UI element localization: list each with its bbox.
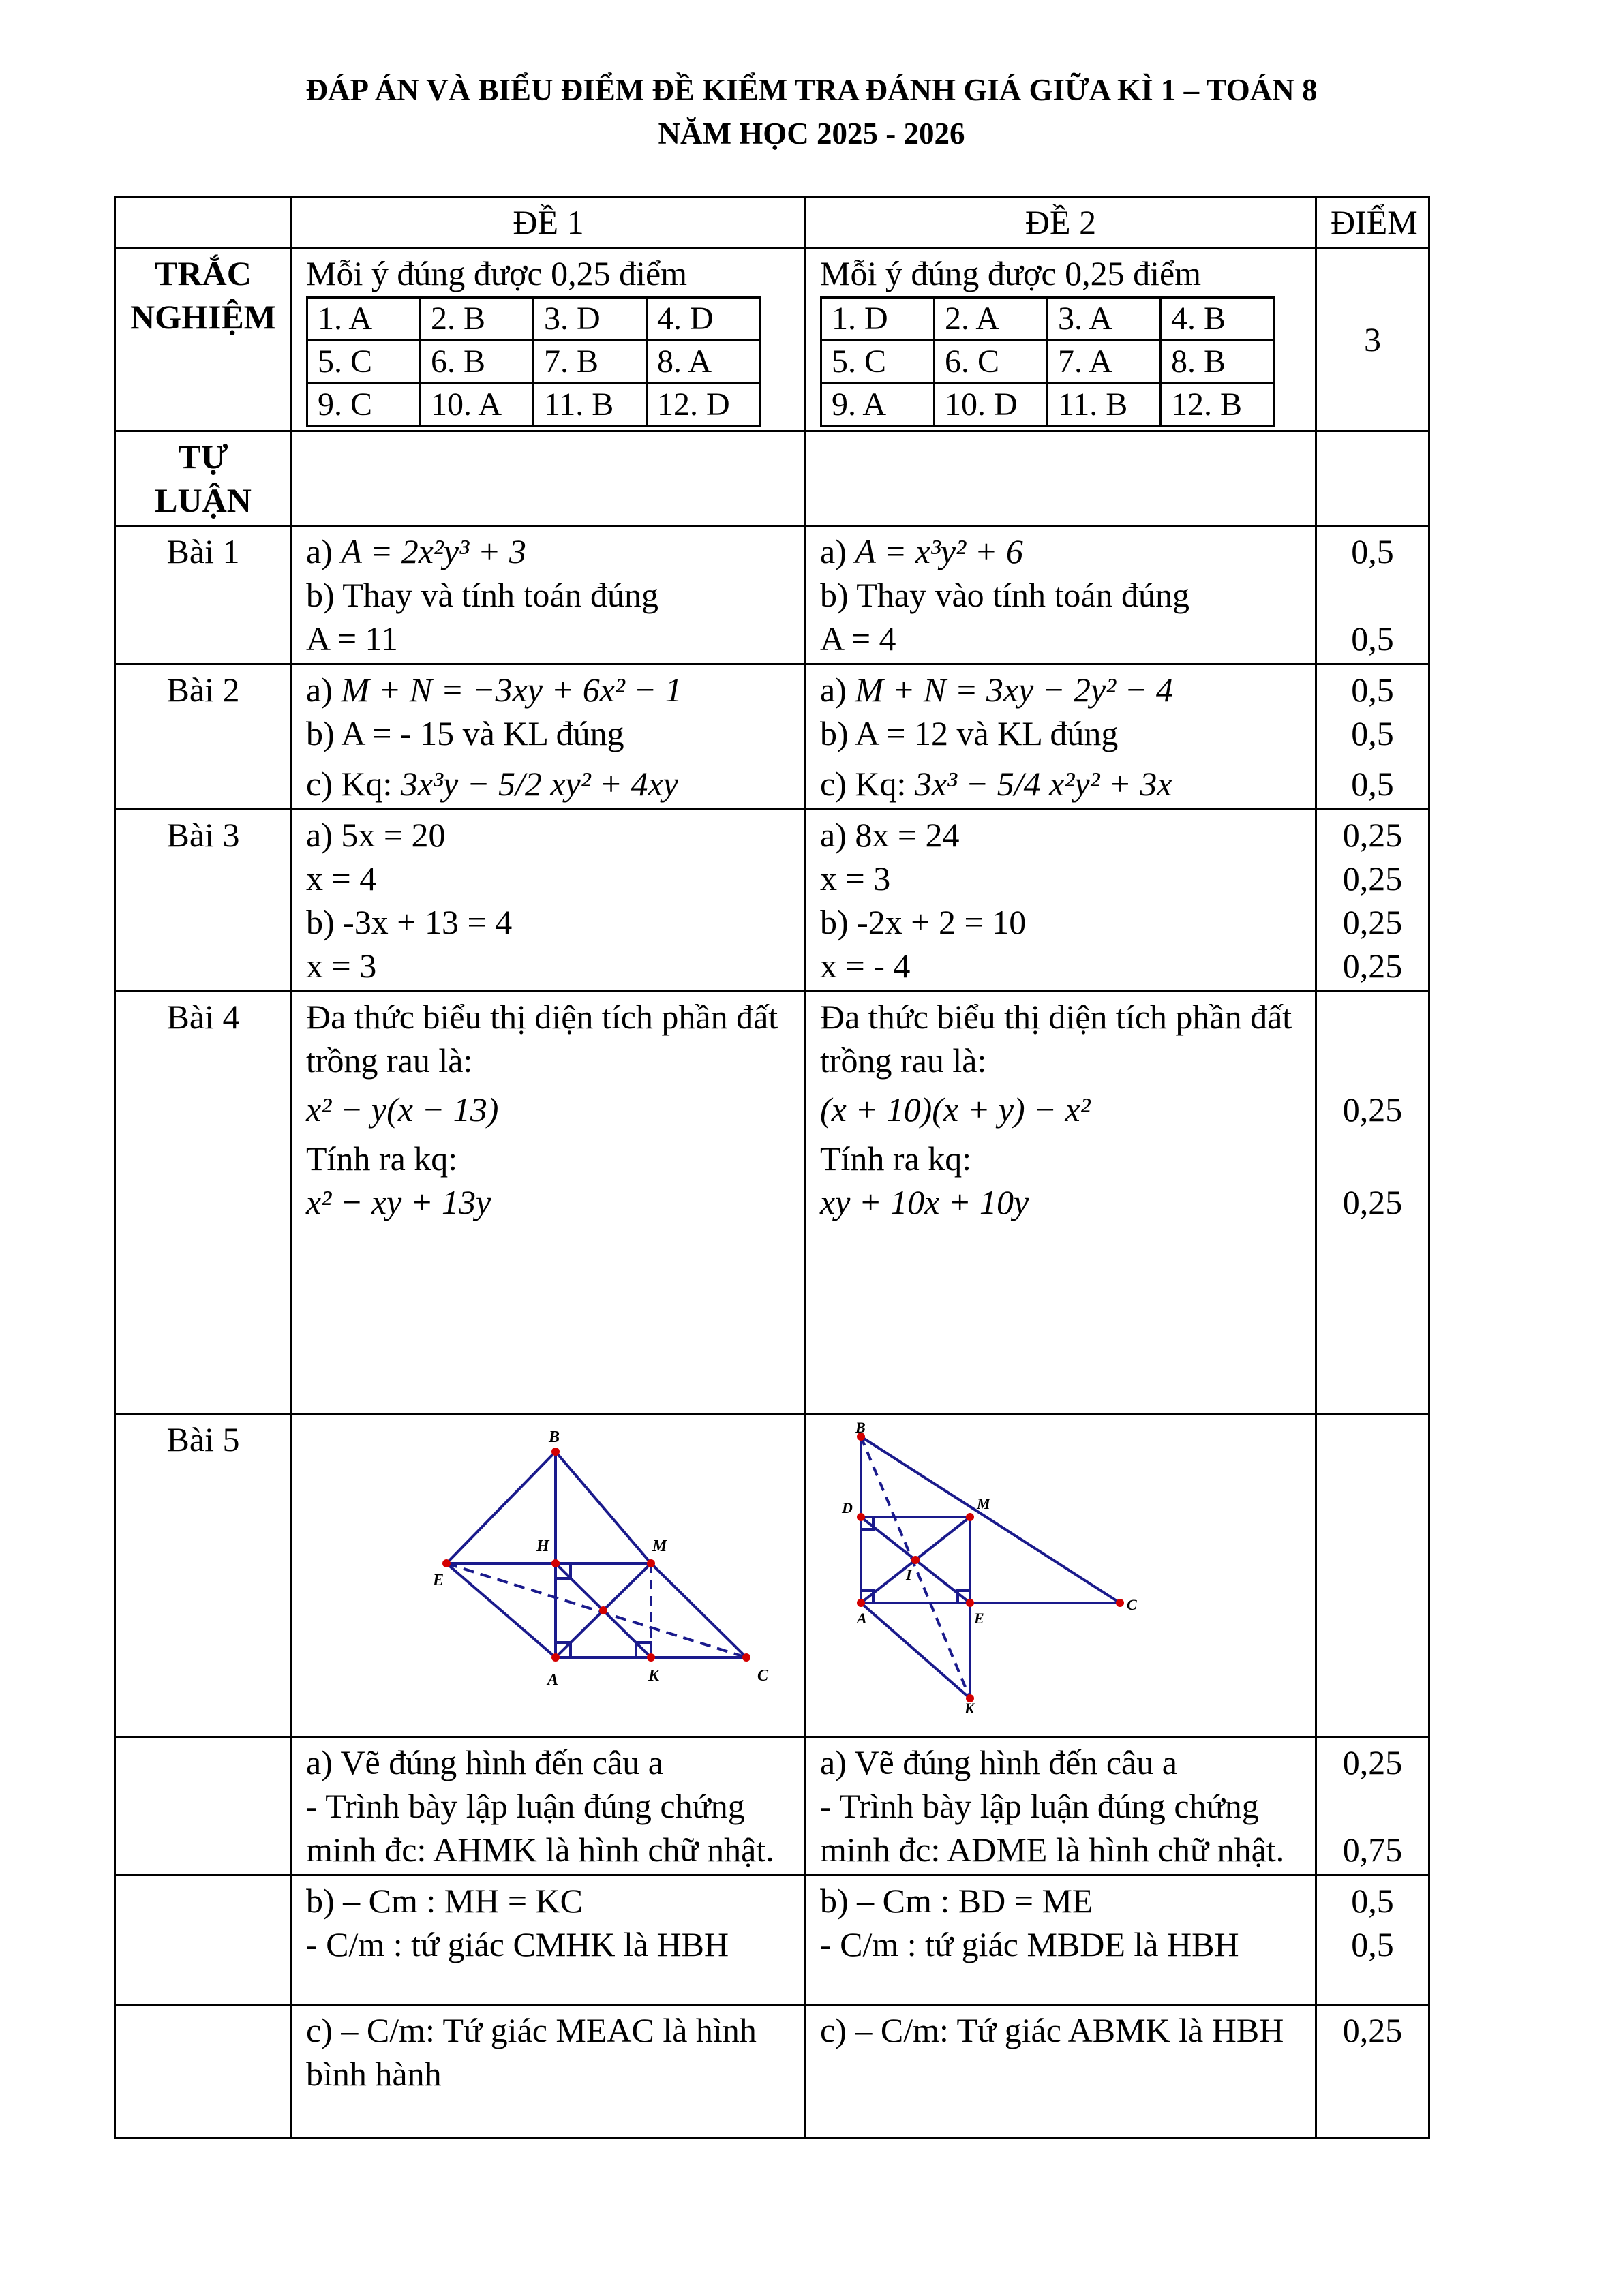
points-value: 0,25 (1342, 2011, 1403, 2049)
answer-cell: 4. B (1161, 298, 1274, 341)
de2-note: Mỗi ý đúng được 0,25 điểm (820, 254, 1202, 292)
bai5-b-points (1316, 1876, 1429, 2005)
bai1-points (1316, 526, 1429, 664)
fig1-label-b: B (548, 1428, 560, 1446)
bai5-a-de1-line: a) Vẽ đúng hình đến câu a (306, 1743, 663, 1781)
bai5-c-de1 (292, 2005, 806, 2138)
bai5-c-points (1316, 2005, 1429, 2138)
bai5-a-de2-line: - Trình bày lập luận đúng chứng (820, 1787, 1259, 1825)
bai2-de1-b: b) A = - 15 và KL đúng (306, 714, 624, 752)
answer-table (114, 196, 1430, 2139)
bai3-de2-line: x = 3 (820, 859, 891, 898)
points-value: 0,5 (1351, 619, 1394, 658)
bai4-de2-line: trồng rau là: (820, 1041, 987, 1080)
row-bai-5-a (115, 1737, 1429, 1876)
answer-cell: 6. C (935, 341, 1048, 384)
row-bai-5-c (115, 2005, 1429, 2138)
bai4-de1-result: x² − xy + 13y (306, 1183, 491, 1221)
de2-trac-nghiem (806, 248, 1316, 431)
bai5-c-de1-line: bình hành (306, 2055, 442, 2093)
bai2-de1-a-prefix: a) (306, 671, 333, 709)
bai5-a-de2-line: a) Vẽ đúng hình đến câu a (820, 1743, 1177, 1781)
label-nghiem: NGHIỆM (130, 298, 276, 336)
bai3-de2-line: a) 8x = 24 (820, 816, 960, 854)
bai1-de2-a-prefix: a) (820, 532, 847, 570)
bai5-a-points (1316, 1737, 1429, 1876)
points-value: 0,5 (1351, 714, 1394, 752)
row-bai-2 (115, 664, 1429, 810)
bai4-de1-line: Đa thức biểu thị diện tích phần đất (306, 998, 778, 1036)
bai4-de1-line: trồng rau là: (306, 1041, 473, 1080)
points-trac-nghiem: 3 (1316, 248, 1429, 431)
points-value: 0,5 (1351, 765, 1394, 803)
answer-cell: 11. B (534, 384, 647, 427)
row-tu-luan (115, 431, 1429, 526)
points-value: 0,25 (1342, 1090, 1403, 1129)
fig2-label-m: M (977, 1495, 990, 1512)
bai2-de2-c-expr: 3x³ − 5/4 x²y² + 3x (914, 765, 1172, 803)
points-value: 0,25 (1342, 1743, 1403, 1781)
points-value: 0,5 (1351, 671, 1394, 709)
answer-cell: 9. C (307, 384, 421, 427)
bai5-a-de2-line: minh đc: ADME là hình chữ nhật. (820, 1831, 1285, 1869)
answer-cell: 12. D (647, 384, 760, 427)
bai4-de1 (292, 992, 806, 1414)
bai1-de1-b: b) Thay và tính toán đúng (306, 576, 659, 614)
answer-cell: 3. A (1048, 298, 1161, 341)
fig1-label-e: E (432, 1572, 444, 1589)
bai1-de1-a-prefix: a) (306, 532, 333, 570)
answer-cell: 11. B (1048, 384, 1161, 427)
bai3-de2 (806, 810, 1316, 992)
bai5-b-de1 (292, 1876, 806, 2005)
bai4-de2-expr: (x + 10)(x + y) − x² (820, 1090, 1091, 1129)
bai3-de1-line: x = 4 (306, 859, 377, 898)
answer-cell: 12. B (1161, 384, 1274, 427)
fig2-label-a: A (857, 1610, 867, 1627)
bai5-c-de2 (806, 2005, 1316, 2138)
points-value: 0,25 (1342, 903, 1403, 941)
label-bai-3: Bài 3 (115, 810, 292, 992)
answer-cell: 5. C (821, 341, 935, 384)
bai1-de1 (292, 526, 806, 664)
bai2-de2-c-prefix: c) Kq: (820, 765, 907, 803)
label-tu-luan (115, 431, 292, 526)
fig2-label-e: E (974, 1610, 984, 1627)
row-bai-1 (115, 526, 1429, 664)
bai5-de2-figure (806, 1414, 1316, 1737)
points-value: 0,75 (1342, 1831, 1403, 1869)
title-line-1: ĐÁP ÁN VÀ BIỂU ĐIỂM ĐỀ KIỂM TRA ĐÁNH GIÁ GIỮA KÌ 1 – TOÁN 8 (305, 73, 1318, 107)
geometry-figure-2 (840, 1419, 1195, 1717)
answer-cell: 8. A (647, 341, 760, 384)
bai5-a-de2 (806, 1737, 1316, 1876)
document-title (0, 68, 1623, 155)
de1-note: Mỗi ý đúng được 0,25 điểm (306, 254, 688, 292)
answer-cell: 1. D (821, 298, 935, 341)
bai2-de1-c-expr: 3x³y − 5/2 xy² + 4xy (400, 765, 678, 803)
bai5-b-de2 (806, 1876, 1316, 2005)
bai4-de2-line: Tính ra kq: (820, 1139, 972, 1178)
fig2-label-k: K (965, 1700, 975, 1717)
answer-cell: 10. D (935, 384, 1048, 427)
label-trac: TRẮC (155, 254, 252, 292)
fig1-label-m: M (652, 1537, 667, 1555)
fig1-label-k: K (648, 1667, 659, 1685)
bai3-de1-line: a) 5x = 20 (306, 816, 446, 854)
bai2-de2-b: b) A = 12 và KL đúng (820, 714, 1119, 752)
answer-cell: 8. B (1161, 341, 1274, 384)
bai5-c-de2-line: c) – C/m: Tứ giác ABMK là HBH (820, 2011, 1284, 2049)
answer-cell: 3. D (534, 298, 647, 341)
bai5-b-de1-line: - C/m : tứ giác CMHK là HBH (306, 1925, 729, 1963)
points-value: 0,5 (1351, 1882, 1394, 1920)
bai2-points (1316, 664, 1429, 810)
col-de1: ĐỀ 1 (292, 197, 806, 248)
bai3-points (1316, 810, 1429, 992)
label-trac-nghiem (115, 248, 292, 431)
answer-cell: 2. B (421, 298, 534, 341)
row-bai-5-figures (115, 1414, 1429, 1737)
bai4-de2-line: Đa thức biểu thị diện tích phần đất (820, 998, 1292, 1036)
bai2-de2-a-expr: M + N = 3xy − 2y² − 4 (855, 671, 1173, 709)
bai3-de2-line: b) -2x + 2 = 10 (820, 903, 1027, 941)
header-row (115, 197, 1429, 248)
fig2-label-i: I (906, 1566, 912, 1583)
label-bai-5: Bài 5 (115, 1414, 292, 1737)
bai4-de2-result: xy + 10x + 10y (820, 1183, 1029, 1221)
bai2-de1-c-prefix: c) Kq: (306, 765, 393, 803)
bai3-de1 (292, 810, 806, 992)
answer-cell: 9. A (821, 384, 935, 427)
row-bai-3 (115, 810, 1429, 992)
fig1-label-a: A (547, 1671, 558, 1689)
de1-trac-nghiem (292, 248, 806, 431)
row-bai-5-b (115, 1876, 1429, 2005)
bai3-de1-line: x = 3 (306, 947, 377, 985)
de1-answer-grid (306, 296, 761, 427)
bai4-points (1316, 992, 1429, 1414)
de2-answer-grid (820, 296, 1275, 427)
label-bai-4: Bài 4 (115, 992, 292, 1414)
answer-cell: 1. A (307, 298, 421, 341)
fig2-label-c: C (1127, 1596, 1137, 1613)
fig1-label-c: C (757, 1667, 768, 1685)
points-value: 0,25 (1342, 947, 1403, 985)
bai2-de1 (292, 664, 806, 810)
bai4-de2 (806, 992, 1316, 1414)
bai2-de2 (806, 664, 1316, 810)
row-bai-4 (115, 992, 1429, 1414)
points-value: 0,5 (1351, 1925, 1394, 1963)
col-de2: ĐỀ 2 (806, 197, 1316, 248)
bai3-de2-line: x = - 4 (820, 947, 911, 985)
bai1-de2-b: b) Thay vào tính toán đúng (820, 576, 1190, 614)
answer-cell: 4. D (647, 298, 760, 341)
bai1-de2-b-result: A = 4 (820, 619, 896, 658)
label-bai-1: Bài 1 (115, 526, 292, 664)
label-bai-2: Bài 2 (115, 664, 292, 810)
answer-cell: 10. A (421, 384, 534, 427)
bai2-de1-a-expr: M + N = −3xy + 6x² − 1 (341, 671, 682, 709)
fig2-label-b: B (855, 1419, 866, 1436)
title-line-2: NĂM HỌC 2025 - 2026 (658, 117, 965, 151)
bai3-de1-line: b) -3x + 13 = 4 (306, 903, 513, 941)
answer-cell: 6. B (421, 341, 534, 384)
points-value: 0,25 (1342, 816, 1403, 854)
bai5-b-de2-line: b) – Cm : BD = ME (820, 1882, 1093, 1920)
label-luan: LUẬN (155, 481, 252, 519)
bai2-de2-a-prefix: a) (820, 671, 847, 709)
answer-cell: 5. C (307, 341, 421, 384)
bai5-a-de1-line: - Trình bày lập luận đúng chứng (306, 1787, 745, 1825)
bai1-de1-a-expr: A = 2x²y³ + 3 (341, 532, 526, 570)
bai5-b-de1-line: b) – Cm : MH = KC (306, 1882, 583, 1920)
points-value: 0,5 (1351, 532, 1394, 570)
points-value: 0,25 (1342, 1183, 1403, 1221)
answer-cell: 2. A (935, 298, 1048, 341)
geometry-figure-1 (358, 1422, 768, 1708)
fig1-label-h: H (536, 1537, 549, 1555)
answer-cell: 7. A (1048, 341, 1161, 384)
col-diem: ĐIỂM (1316, 197, 1429, 248)
bai5-a-de1 (292, 1737, 806, 1876)
row-trac-nghiem (115, 248, 1429, 431)
bai4-de1-expr: x² − y(x − 13) (306, 1090, 499, 1129)
answer-cell: 7. B (534, 341, 647, 384)
fig2-label-d: D (842, 1499, 853, 1516)
label-tu: TỰ (178, 438, 228, 476)
bai5-c-de1-line: c) – C/m: Tứ giác MEAC là hình (306, 2011, 757, 2049)
bai1-de1-b-result: A = 11 (306, 619, 398, 658)
bai4-de1-line: Tính ra kq: (306, 1139, 458, 1178)
points-value: 0,25 (1342, 859, 1403, 898)
bai1-de2-a-expr: A = x³y² + 6 (855, 532, 1023, 570)
bai5-a-de1-line: minh đc: AHMK là hình chữ nhật. (306, 1831, 774, 1869)
bai5-de1-figure (292, 1414, 806, 1737)
bai1-de2 (806, 526, 1316, 664)
bai5-b-de2-line: - C/m : tứ giác MBDE là HBH (820, 1925, 1239, 1963)
